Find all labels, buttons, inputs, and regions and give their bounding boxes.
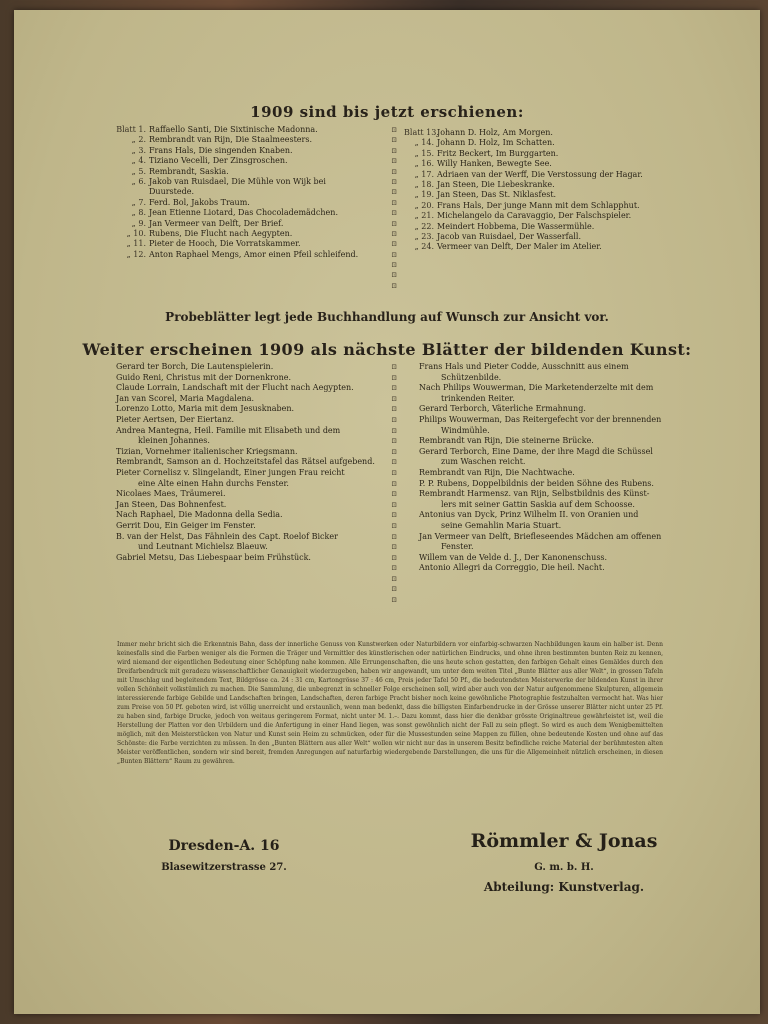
separator-square-icon: ⊡ xyxy=(391,209,397,218)
entry-text: Anton Raphael Mengs, Amor einen Pfeil schleifend. xyxy=(149,249,359,259)
separator-square-icon: ⊡ xyxy=(391,521,397,530)
entry-text: Jan Steen, Das St. Niklasfest. xyxy=(437,190,557,200)
forthcoming-entry: Fenster. xyxy=(441,542,474,552)
entry-label: „ 21. xyxy=(414,211,434,221)
entry-label: Blatt 1. xyxy=(116,125,146,134)
entry-label: „ 16. xyxy=(414,159,434,169)
entry-label: „ 3. xyxy=(131,145,146,155)
entry-label: „ 19. xyxy=(414,190,434,200)
entry-text: Johann D. Holz, Am Morgen. xyxy=(437,128,553,137)
entry-text: Frans Hals, Die singenden Knaben. xyxy=(149,145,293,155)
published-entry xyxy=(116,208,358,218)
separator-square-icon: ⊡ xyxy=(391,157,397,166)
entry-text: Johann D. Holz, Im Schatten. xyxy=(437,138,555,148)
publisher-department: Abteilung: Kunstverlag. xyxy=(483,880,645,894)
published-entry xyxy=(404,170,643,180)
forthcoming-entry: P. P. Rubens, Doppelbildnis der beiden Söhne des Rubens. xyxy=(419,478,654,488)
entry-label: „ 18. xyxy=(414,180,434,190)
separator-square-icon: ⊡ xyxy=(391,437,397,446)
entry-text: Pieter de Hooch, Die Vorratskammer. xyxy=(149,239,301,249)
published-entry xyxy=(116,239,358,249)
entry-text: Jean Etienne Liotard, Das Chocolademädchen. xyxy=(149,208,338,218)
forthcoming-entry: Claude Lorrain, Landschaft mit der Flucht nach Aegypten. xyxy=(116,383,354,393)
separator-square-icon: ⊡ xyxy=(391,511,397,520)
separator-square-icon: ⊡ xyxy=(391,405,397,414)
published-entry xyxy=(404,242,643,252)
published-entry xyxy=(116,156,358,166)
entry-label: „ 2. xyxy=(131,135,146,145)
forthcoming-list-right xyxy=(419,362,661,574)
separator-square-icon: ⊡ xyxy=(391,167,397,176)
separator-square-icon: ⊡ xyxy=(391,188,397,197)
published-entry xyxy=(404,128,643,138)
entry-text: Ferd. Bol, Jakobs Traum. xyxy=(149,197,250,207)
published-entry xyxy=(116,146,358,156)
entry-text: Fritz Beckert, Im Burggarten. xyxy=(437,148,559,158)
entry-label: Blatt 13. xyxy=(404,128,439,137)
published-entry xyxy=(116,125,358,135)
forthcoming-entry: Nicolaes Maes, Träumerei. xyxy=(116,489,226,499)
separator-square-icon: ⊡ xyxy=(391,447,397,456)
forthcoming-entry: Windmühle. xyxy=(441,425,490,435)
entry-text: Jakob van Ruisdael, Die Mühle von Wijk bei xyxy=(149,177,326,187)
entry-text: Jan Vermeer van Delft, Der Brief. xyxy=(149,218,284,228)
published-entry xyxy=(404,232,643,242)
document-sheet xyxy=(14,10,760,1014)
published-entry xyxy=(404,149,643,159)
entry-text: Meindert Hobbema, Die Wassermühle. xyxy=(437,221,595,231)
forthcoming-heading: Weiter erscheinen 1909 als nächste Blätter der bildenden Kunst: xyxy=(82,340,692,359)
separator-square-icon: ⊡ xyxy=(391,229,397,238)
forthcoming-list-left xyxy=(116,362,375,563)
published-list-left xyxy=(116,125,358,260)
published-entry xyxy=(116,229,358,239)
separator-square-icon: ⊡ xyxy=(391,490,397,499)
entry-label: „ 7. xyxy=(131,197,146,207)
entry-text: Frans Hals, Der junge Mann mit dem Schlapphut. xyxy=(437,200,640,210)
forthcoming-entry: Gerard Terborch, Eine Dame, der ihre Magd die Schüssel xyxy=(419,446,653,456)
separator-square-icon: ⊡ xyxy=(391,198,397,207)
separator-square-icon: ⊡ xyxy=(391,136,397,145)
entry-text: Rembrandt van Rijn, Die Staalmeesters. xyxy=(149,135,312,145)
published-entry xyxy=(404,180,643,190)
forthcoming-entry: Rembrandt van Rijn, Die Nachtwache. xyxy=(419,467,575,477)
published-entry xyxy=(404,138,643,148)
separator-square-icon: ⊡ xyxy=(391,479,397,488)
forthcoming-entry: Jan Vermeer van Delft, Briefleseendes Mädchen am offenen xyxy=(419,531,662,541)
separator-square-icon: ⊡ xyxy=(391,177,397,186)
separator-square-icon: ⊡ xyxy=(391,500,397,509)
forthcoming-entry: Willem van de Velde d. J., Der Kanonenschuss. xyxy=(419,552,608,562)
forthcoming-entry: Nach Raphael, Die Madonna della Sedia. xyxy=(116,510,283,520)
publisher-form: G. m. b. H. xyxy=(534,862,594,873)
separator-square-icon: ⊡ xyxy=(391,271,397,280)
forthcoming-entry: Andrea Mantegna, Heil. Familie mit Elisabeth und dem xyxy=(116,425,341,435)
forthcoming-entry: lers mit seiner Gattin Saskia auf dem Schoosse. xyxy=(441,499,635,509)
published-entry xyxy=(404,159,643,169)
forthcoming-entry: trinkenden Reiter. xyxy=(441,393,515,403)
entry-text: Raffaello Santi, Die Sixtinische Madonna. xyxy=(149,125,318,134)
forthcoming-entry: Guido Reni, Christus mit der Dornenkrone. xyxy=(116,372,292,382)
separator-square-icon: ⊡ xyxy=(391,543,397,552)
published-list-right xyxy=(404,128,643,253)
forthcoming-entry: Pieter Cornelisz v. Slingelandt, Einer jungen Frau reicht xyxy=(116,467,345,477)
separator-square-icon: ⊡ xyxy=(391,261,397,270)
published-entry xyxy=(404,190,643,200)
published-entry xyxy=(116,250,358,260)
published-entry xyxy=(116,167,358,177)
published-entry xyxy=(116,135,358,145)
separator-square-icon: ⊡ xyxy=(391,532,397,541)
entry-label: „ 4. xyxy=(131,156,146,166)
entry-text: Tiziano Vecelli, Der Zinsgroschen. xyxy=(149,156,288,166)
forthcoming-entry: Antonius van Dyck, Prinz Wilhelm II. von Oranien und xyxy=(419,510,639,520)
separator-square-icon: ⊡ xyxy=(391,281,397,290)
forthcoming-entry: Tizian, Vornehmer italienischer Kriegsmann. xyxy=(116,446,298,456)
entry-label: „ 8. xyxy=(131,208,146,218)
forthcoming-entry: eine Alte einen Hahn durchs Fenster. xyxy=(138,478,289,488)
forthcoming-entry: Rembrandt van Rijn, Die steinerne Brücke. xyxy=(419,436,594,446)
entry-label: „ 20. xyxy=(414,200,434,210)
entry-label: „ 6. xyxy=(131,177,146,187)
forthcoming-entry: Jan Steen, Das Bohnenfest. xyxy=(116,499,227,509)
separator-square-icon: ⊡ xyxy=(391,394,397,403)
separator-square-icon: ⊡ xyxy=(391,458,397,467)
separator-square-icon: ⊡ xyxy=(391,219,397,228)
entry-label: „ 9. xyxy=(131,218,146,228)
forthcoming-entry: Frans Hals und Pieter Codde, Ausschnitt aus einem xyxy=(419,362,629,371)
separator-square-icon: ⊡ xyxy=(391,384,397,393)
forthcoming-entry: Gerard ter Borch, Die Lautenspielerin. xyxy=(116,362,274,371)
entry-text: Rembrandt, Saskia. xyxy=(149,166,229,176)
forthcoming-entry: Rembrandt, Samson an d. Hochzeitstafel das Rätsel aufgebend. xyxy=(116,457,375,467)
separator-square-icon: ⊡ xyxy=(391,415,397,424)
entry-label: „ 22. xyxy=(414,221,434,231)
separator-square-icon: ⊡ xyxy=(391,553,397,562)
separator-square-icon: ⊡ xyxy=(391,426,397,435)
entry-label: „ 10. xyxy=(126,229,146,239)
probe-line: Probeblätter legt jede Buchhandlung auf Wunsch zur Ansicht vor. xyxy=(165,310,609,324)
entry-text: Michelangelo da Caravaggio, Der Falschspieler. xyxy=(437,211,632,221)
separator-square-icon: ⊡ xyxy=(391,126,397,134)
forthcoming-entry: Nach Philips Wouwerman, Die Marketenderzelte mit dem xyxy=(419,383,654,393)
entry-label: „ 5. xyxy=(131,166,146,176)
published-entry xyxy=(116,187,358,197)
forthcoming-entry: und Leutnant Michielsz Blaeuw. xyxy=(138,542,268,552)
entry-text: Adriaen van der Werff, Die Verstossung der Hagar. xyxy=(437,169,643,179)
entry-text: Willy Hanken, Bewegte See. xyxy=(437,159,552,169)
entry-text: Jan Steen, Die Liebeskranke. xyxy=(437,180,555,190)
separator-square-icon: ⊡ xyxy=(391,574,397,583)
separator-square-icon: ⊡ xyxy=(391,468,397,477)
entry-label: „ 24. xyxy=(414,242,434,252)
published-entry xyxy=(404,222,643,232)
separator-square-icon: ⊡ xyxy=(391,564,397,573)
entry-label: „ 15. xyxy=(414,148,434,158)
forthcoming-entry: Schützenbilde. xyxy=(441,372,502,382)
forthcoming-entry: Rembrandt Harmensz. van Rijn, Selbstbildnis des Künst- xyxy=(419,489,650,499)
forthcoming-entry: Gerrit Dou, Ein Geiger im Fenster. xyxy=(116,520,256,530)
entry-text: Rubens, Die Flucht nach Aegypten. xyxy=(149,229,293,239)
address-city: Dresden-A. 16 xyxy=(168,838,280,854)
separator-square-icon: ⊡ xyxy=(391,363,397,371)
forthcoming-entry: seine Gemahlin Maria Stuart. xyxy=(441,520,562,530)
entry-label: „ 14. xyxy=(414,138,434,148)
forthcoming-entry: B. van der Helst, Das Fähnlein des Capt. Roelof Bicker xyxy=(116,531,338,541)
entry-label xyxy=(116,187,149,197)
forthcoming-entry: Gabriel Metsu, Das Liebespaar beim Frühstück. xyxy=(116,552,311,562)
published-entry xyxy=(116,177,358,187)
entry-text: Jacob van Ruisdael, Der Wasserfall. xyxy=(437,232,582,242)
separator-square-icon: ⊡ xyxy=(391,373,397,382)
entry-label: „ 23. xyxy=(414,232,434,242)
forthcoming-entry: Jan van Scorel, Maria Magdalena. xyxy=(116,393,255,403)
forthcoming-entry: Philips Wouwerman, Das Reitergefecht vor der brennenden xyxy=(419,414,662,424)
entry-label: „ 11. xyxy=(126,239,146,249)
forthcoming-entry: Gerard Terborch, Väterliche Ermahnung. xyxy=(419,404,586,414)
forthcoming-entry: kleinen Johannes. xyxy=(138,436,210,446)
published-entry xyxy=(116,219,358,229)
entry-label: „ 17. xyxy=(414,169,434,179)
separator-marks-bottom xyxy=(389,362,399,606)
published-entry xyxy=(404,211,643,221)
publisher-name: Römmler & Jonas xyxy=(470,830,658,852)
separator-marks-top xyxy=(389,125,399,291)
separator-square-icon: ⊡ xyxy=(391,146,397,155)
entry-text: Vermeer van Delft, Der Maler im Atelier. xyxy=(437,242,602,252)
address-street: Blasewitzerstrasse 27. xyxy=(161,862,287,873)
body-paragraph: Immer mehr bricht sich die Erkenntnis Bahn, dass der innerliche Genuss von Kunstwerken oder Naturbildern vor einfarbig-schwarzen Nachbildungen kaum ein halber ist. Denn keinesfalls sind die Farben weniger als die Formen die Träger und Vermittler des künstlerischen oder natürlichen Eindrucks, und ohne ihren bestimmten bunten Reiz zu kennen, wird niemand der eigentlichen Bedeutung einer Schöpfung nahe kommen. Alle Errungenschaften, die uns heute schon gestatten, den farbigen Gehalt eines Gemäldes durch den Dreifarbendruck mit geradezu wissenschaftlicher Genauigkeit wiederzugeben, haben wir angewandt, um unter dem weiten Titel „Bunte Blätter aus aller Welt“, in grossen Tafeln mit Umschlag und begleitendem Text, Bildgrösse ca. 24 : 31 cm, Kartongrösse 37 : 46 cm, Preis jeder Tafel 50 Pf., die bedeutendsten Meisterwerke der bildenden Kunst in ihrer vollen Schönheit volkstümlich zu machen. Die Sammlung, die unbegrenzt in schneller Folge erscheinen soll, wird aber auch von der Natur aufgenommene Skulpturen, allgemein interessierende farbige Gebilde und Landschaften bringen, Landschaften, deren farbige Pracht bisher noch keine gewöhnliche Photographie festzuhalten vermocht hat. Was hier zum Preise von 50 Pf. geboten wird, ist völlig unerreicht und erstaunlich, wenn man bedenkt, dass die billigsten Einfarbendrucke in der Grösse unserer Blätter nicht unter 25 Pf. zu haben sind, farbige Drucke, jedoch von weitaus geringerem Format, nicht unter M. 1.–. Dazu kommt, dass hier die denkbar grösste Originaltreue gewährleistet ist, weil die Herstellung der Platten vor den Urbildern und die Anfertigung in einer Hand liegen, was sonst gewöhnlich nicht der Fall zu sein pflegt. So wird es auch dem Wenigbemittelten möglich, mit den Meisterstücken von Natur und Kunst sein Heim zu schmücken, oder für die Mussestunden seine Mappen zu füllen, ohne bedeutende Kosten und ohne auf das Schönste: die Farbe verzichten zu müssen. In den „Bunten Blättern aus aller Welt“ wollen wir nicht nur das in unserem Besitz befindliche reiche Material der berühmtesten alten Meister veröffentlichen, sondern wir sind bereit, fremden Anregungen auf naturfarbig wiedergebende Darstellungen, die uns für die Allgemeinheit nützlich erscheinen, in diesen „Bunten Blättern“ Raum zu gewähren. xyxy=(117,641,663,765)
entry-text: Duurstede. xyxy=(149,187,194,197)
published-entry xyxy=(116,198,358,208)
forthcoming-entry: Pieter Aertsen, Der Eiertanz. xyxy=(116,414,234,424)
published-entry xyxy=(404,201,643,211)
separator-square-icon: ⊡ xyxy=(391,585,397,594)
forthcoming-entry: Lorenzo Lotto, Maria mit dem Jesusknaben. xyxy=(116,404,295,414)
forthcoming-entry: zum Waschen reicht. xyxy=(441,457,526,467)
separator-square-icon: ⊡ xyxy=(391,240,397,249)
published-heading: 1909 sind bis jetzt erschienen: xyxy=(250,103,524,121)
entry-label: „ 12. xyxy=(126,249,146,259)
separator-square-icon: ⊡ xyxy=(391,250,397,259)
forthcoming-entry: Antonio Allegri da Correggio, Die heil. Nacht. xyxy=(419,563,605,573)
separator-square-icon: ⊡ xyxy=(391,596,397,605)
